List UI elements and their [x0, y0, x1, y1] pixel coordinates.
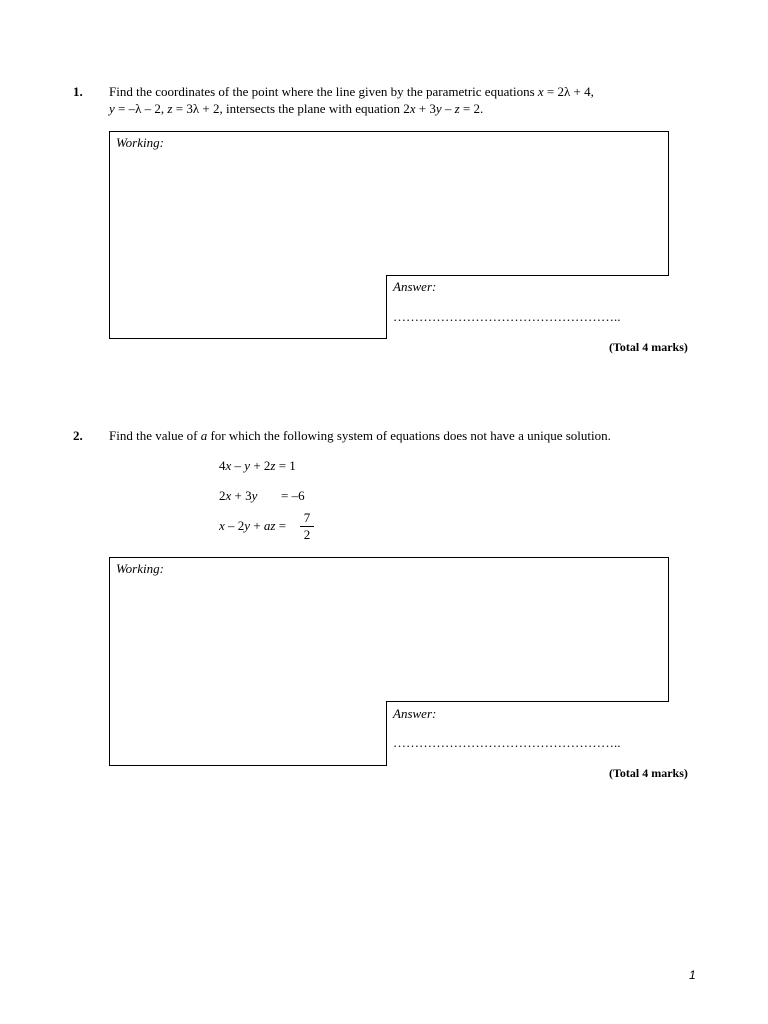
question-1-answer-label: Answer: — [393, 279, 437, 294]
question-2-total-marks: (Total 4 marks) — [609, 766, 688, 780]
page-number: 1 — [689, 968, 696, 982]
question-2-working-box-lower[interactable] — [109, 701, 387, 766]
equation-3-numerator: 7 — [303, 510, 311, 525]
question-1-answer-line[interactable]: …………………………………………….. — [393, 309, 621, 324]
question-1-number: 1. — [73, 84, 83, 99]
question-2-box-right-edge — [668, 557, 669, 702]
equation-2-lhs: 2x + 3y — [219, 488, 258, 503]
question-2-answer-divider — [386, 701, 669, 702]
question-2-answer-label: Answer: — [393, 706, 437, 721]
question-1-answer-divider — [386, 275, 669, 276]
question-1-working-label: Working: — [116, 135, 164, 150]
question-1-total-marks: (Total 4 marks) — [609, 340, 688, 354]
question-2-text-line1: Find the value of a for which the following system of equations does not have a unique solution. — [109, 428, 611, 443]
equation-2-rhs: = –6 — [281, 488, 305, 503]
question-2-answer-line[interactable]: …………………………………………….. — [393, 735, 621, 750]
equation-1: 4x – y + 2z = 1 — [219, 458, 296, 473]
question-1-working-box[interactable] — [109, 131, 669, 276]
question-1-text-line2: y = –λ – 2, z = 3λ + 2, intersects the plane with equation 2x + 3y – z = 2. — [109, 101, 484, 116]
question-1-working-box-lower[interactable] — [109, 275, 387, 339]
equation-3-denominator: 2 — [303, 527, 311, 542]
question-2-number: 2. — [73, 428, 83, 443]
question-1-box-right-edge — [668, 131, 669, 276]
equation-3-lhs: x – 2y + az = — [219, 518, 287, 533]
question-1-text-line1: Find the coordinates of the point where the line given by the parametric equations x = 2λ + 4, — [109, 84, 594, 99]
question-2-working-box[interactable] — [109, 557, 669, 702]
question-2-working-label: Working: — [116, 561, 164, 576]
